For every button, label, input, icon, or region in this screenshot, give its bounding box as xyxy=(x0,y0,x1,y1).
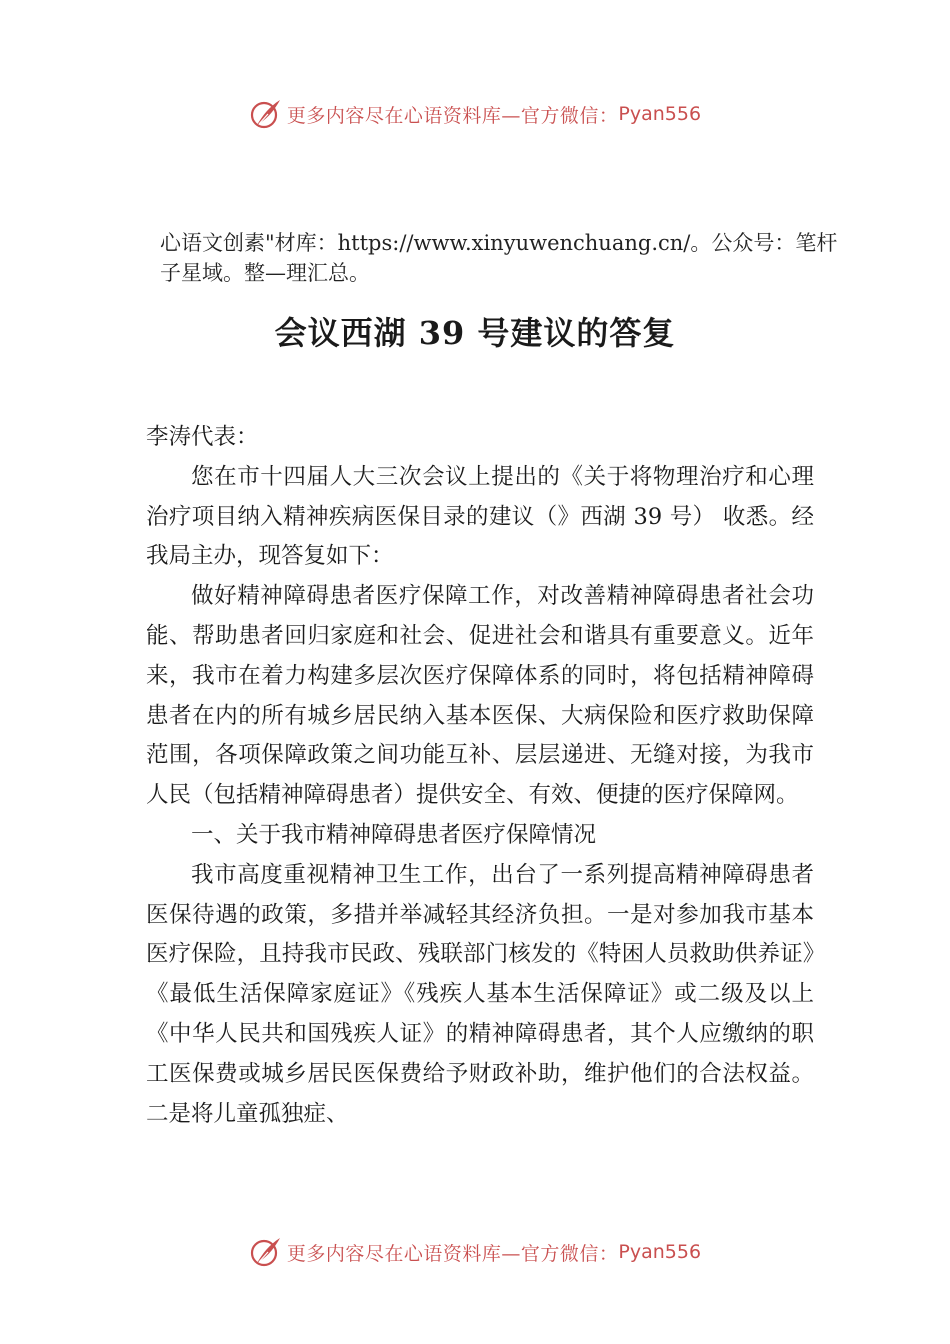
quill-pen-logo-icon xyxy=(249,97,283,131)
watermark-text: 更多内容尽在心语资料库—官方微信： xyxy=(286,1242,619,1265)
watermark-text: 更多内容尽在心语资料库—官方微信： xyxy=(286,104,619,127)
paragraph-intro: 您在市十四届人大三次会议上提出的《关于将物理治疗和心理治疗项目纳入精神疾病医保目录的建议（》西湖 39 号） 收悉。经我局主办，现答复如下： xyxy=(146,463,814,570)
watermark-banner-top xyxy=(0,94,950,134)
document-title: 会议西湖 39 号建议的答复 xyxy=(274,314,676,352)
watermark-banner-bottom xyxy=(0,1232,950,1272)
section-heading-1: 一、关于我市精神障碍患者医疗保障情况 xyxy=(191,821,597,848)
source-note: 心语文创素"材库：https://www.xinyuwenchuang.cn/。公众号：笔杆子星域。整—理汇总。 xyxy=(160,231,838,285)
salutation: 李涛代表： xyxy=(146,424,259,450)
watermark-wechat-id: Pyan556 xyxy=(618,1241,702,1263)
watermark-wechat-id: Pyan556 xyxy=(618,103,702,125)
quill-pen-logo-icon xyxy=(249,1235,283,1269)
paragraph-section-1: 我市高度重视精神卫生工作，出台了一系列提高精神障碍患者医保待遇的政策，多措并举减轻其经济负担。一是对参加我市基本医疗保险，且持我市民政、残联部门核发的《特困人员救助供养证》《最低生活保障家庭证》《残疾人基本生活保障证》或二级及以上《中华人民共和国残疾人证》的精神障碍患者，其个人应缴纳的职工医保费或城乡居民医保费给予财政补助，维护他们的合法权益。二是将儿童孤独症、 xyxy=(146,861,814,1127)
paragraph-background: 做好精神障碍患者医疗保障工作，对改善精神障碍患者社会功能、帮助患者回归家庭和社会、促进社会和谐具有重要意义。近年来，我市在着力构建多层次医疗保障体系的同时，将包括精神障碍患者在内的所有城乡居民纳入基本医保、大病保险和医疗救助保障范围，各项保障政策之间功能互补、层层递进、无缝对接，为我市人民（包括精神障碍患者）提供安全、有效、便捷的医疗保障网。 xyxy=(146,583,814,809)
document-body xyxy=(146,418,814,1134)
